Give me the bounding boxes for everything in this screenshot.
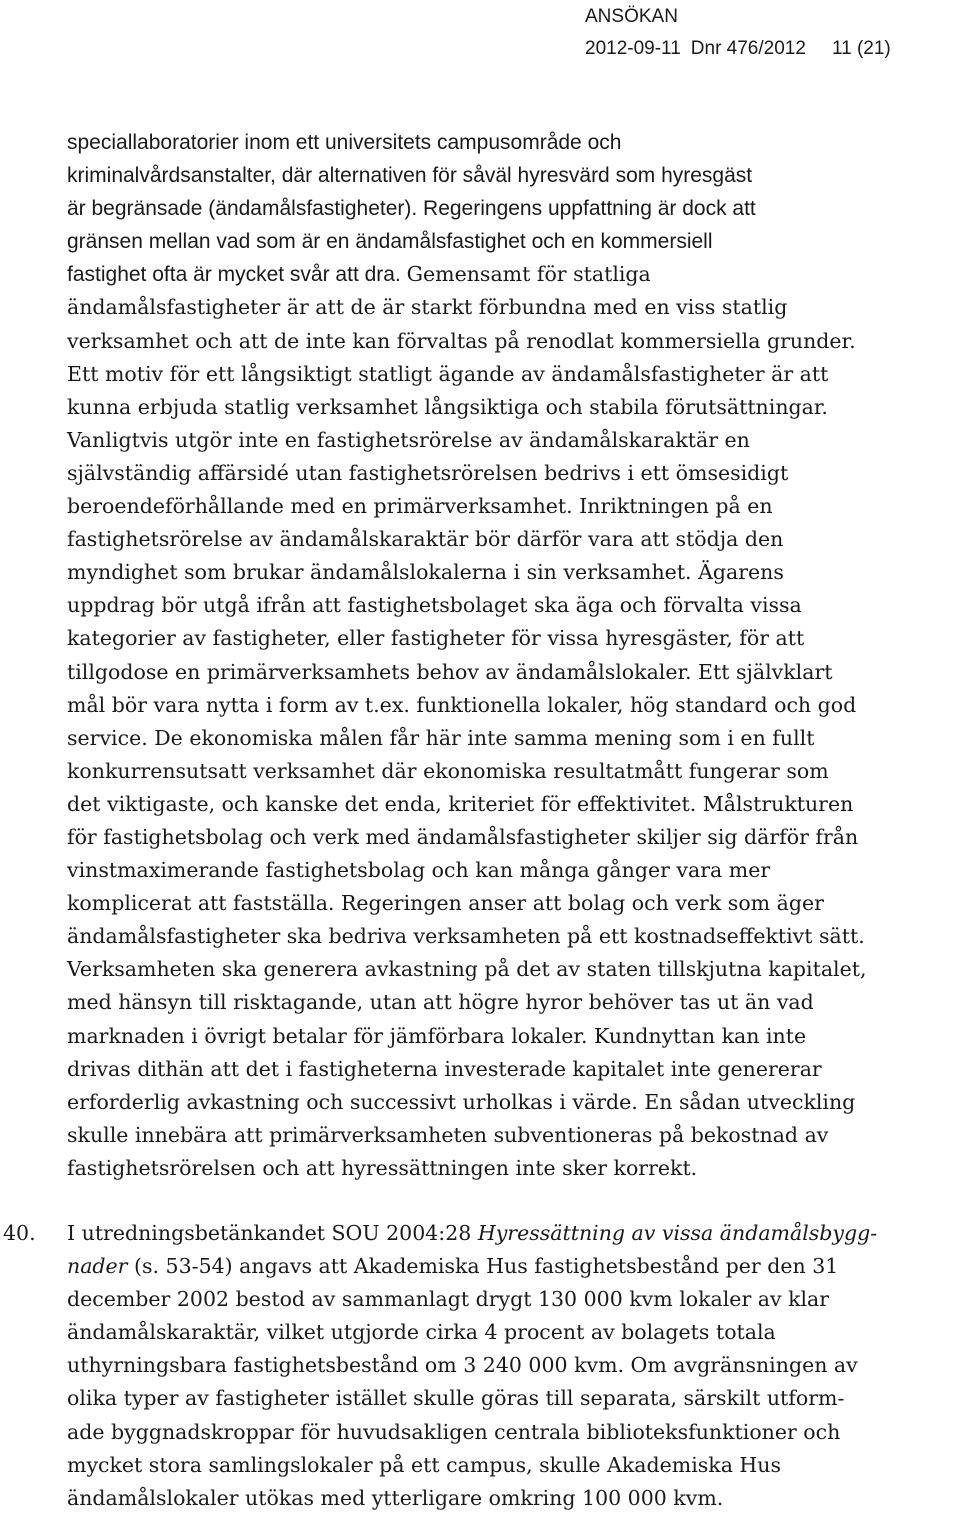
text-segment: Gemensamt för statliga [406, 262, 651, 287]
text-line: gränsen mellan vad som är en ändamålsfastighet och en kommersiell [67, 230, 713, 254]
text-line: ändamålsfastigheter ska bedriva verksamheten på ett kostnadseffektivt sätt. [67, 924, 865, 949]
text-line: är begränsade (ändamålsfastigheter). Regeringens uppfattning är dock att [67, 197, 756, 221]
text-line: Vanligtvis utgör inte en fastighetsrörelse av ändamålskaraktär en [67, 427, 750, 452]
text-line: erforderlig avkastning och successivt urholkas i värde. En sådan utveckling [67, 1089, 856, 1114]
text-line [67, 258, 947, 291]
document-type: ANSÖKAN [585, 6, 678, 27]
text-line: mål bör vara nytta i form av t.ex. funktionella lokaler, hög standard och god [67, 692, 857, 717]
cited-title: nader [67, 1254, 128, 1279]
text-line: ändamålskaraktär, vilket utgjorde cirka 4 procent av bolagets totala [67, 1320, 776, 1345]
text-line: drivas dithän att det i fastigheterna investerade kapitalet inte genererar [67, 1056, 822, 1081]
text-line: för fastighetsbolag och verk med ändamålsfastigheter skiljer sig därför från [67, 824, 859, 849]
paragraph-main [67, 126, 947, 1185]
text-line: kategorier av fastigheter, eller fastigheter för vissa hyresgäster, för att [67, 626, 805, 651]
text-line: konkurrensutsatt verksamhet där ekonomiska resultatmått fungerar som [67, 758, 829, 783]
text-line: Verksamheten ska generera avkastning på det av staten tillskjutna kapitalet, [67, 957, 867, 982]
text-line: självständig affärsidé utan fastighetsrörelsen bedrivs i ett ömsesidigt [67, 460, 789, 485]
text-line: uthyrningsbara fastighetsbestånd om 3 240 000 kvm. Om avgränsningen av [67, 1353, 858, 1378]
text-line: kunna erbjuda statlig verksamhet långsiktiga och stabila förutsättningar. [67, 394, 828, 419]
paragraph-body [67, 1217, 947, 1515]
text-line: service. De ekonomiska målen får här inte samma mening som i en fullt [67, 725, 815, 750]
text-segment: I utredningsbetänkandet SOU 2004:28 [67, 1221, 478, 1245]
text-line [67, 1217, 947, 1250]
text-line: fastighetsrörelsen och att hyressättningen inte sker korrekt. [67, 1155, 698, 1180]
text-segment: (s. 53-54) angavs att Akademiska Hus fastighetsbestånd per den 31 [127, 1254, 839, 1279]
text-segment: fastighet ofta är mycket svår att dra. [67, 263, 407, 287]
document-meta [585, 34, 891, 64]
text-line: komplicerat att fastställa. Regeringen anser att bolag och verk som äger [67, 891, 824, 916]
paragraph-number: 40. [3, 1221, 36, 1245]
text-line: speciallaboratorier inom ett universitets campusområde och [67, 131, 622, 154]
text-line: kriminalvårdsanstalter, där alternativen för såväl hyresvärd som hyresgäst [67, 164, 753, 188]
text-line: ade byggnadskroppar för huvudsakligen centrala biblioteksfunktioner och [67, 1419, 841, 1444]
text-line: ändamålsfastigheter är att de är starkt förbundna med en viss statlig [67, 295, 788, 320]
text-line: Ett motiv för ett långsiktigt statligt ägande av ändamålsfastigheter är att [67, 361, 829, 386]
text-line: skulle innebära att primärverksamheten subventioneras på bekostnad av [67, 1122, 829, 1147]
text-line: mycket stora samlingslokaler på ett campus, skulle Akademiska Hus [67, 1452, 782, 1477]
text-line: tillgodose en primärverksamhets behov av ändamålslokaler. Ett självklart [67, 659, 833, 684]
text-line: beroendeförhållande med en primärverksamhet. Inriktningen på en [67, 494, 773, 519]
text-line: verksamhet och att de inte kan förvaltas på renodlat kommersiella grunder. [67, 328, 856, 353]
text-line: december 2002 bestod av sammanlagt drygt 130 000 kvm lokaler av klar [67, 1287, 830, 1312]
page-number: 11 (21) [831, 38, 891, 59]
text-line: fastighetsrörelse av ändamålskaraktär bör därför vara att stödja den [67, 527, 784, 552]
text-line: uppdrag bör utgå ifrån att fastighetsbolaget ska äga och förvalta vissa [67, 593, 802, 618]
document-date: 2012-09-11 [585, 38, 681, 59]
paragraph-text [67, 1217, 947, 1515]
text-line: det viktigaste, och kanske det enda, kriteriet för effektivitet. Målstrukturen [67, 791, 854, 816]
body-text [67, 126, 947, 1185]
text-line: myndighet som brukar ändamålslokalerna i sin verksamhet. Ägarens [67, 560, 784, 585]
document-dnr: Dnr 476/2012 [690, 38, 806, 59]
cited-title: Hyressättning av vissa ändamålsbygg- [477, 1221, 878, 1245]
text-line [67, 1250, 947, 1283]
text-line: marknaden i övrigt betalar för jämförbara lokaler. Kundnyttan kan inte [67, 1023, 807, 1048]
text-line: olika typer av fastigheter istället skulle göras till separata, särskilt utform- [67, 1386, 845, 1411]
text-line: med hänsyn till risktagande, utan att högre hyror behöver tas ut än vad [67, 990, 814, 1015]
text-line: ändamålslokaler utökas med ytterligare omkring 100 000 kvm. [67, 1485, 724, 1510]
text-line: vinstmaximerande fastighetsbolag och kan många gånger vara mer [67, 858, 771, 883]
